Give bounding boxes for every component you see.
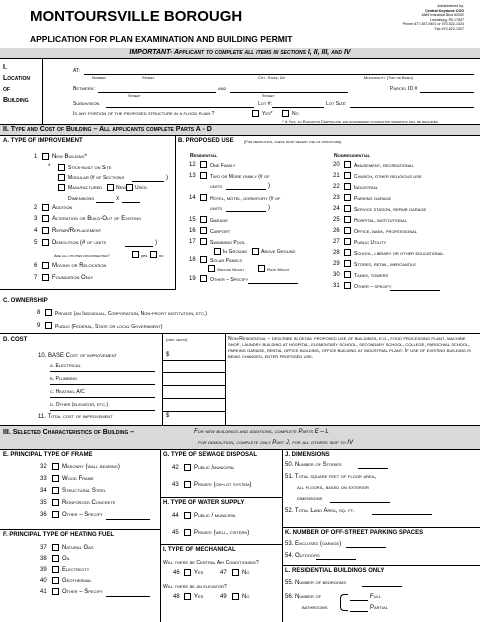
- land-area-field[interactable]: [372, 514, 432, 515]
- item-number: 26: [333, 228, 340, 234]
- above-ground-checkbox[interactable]: [252, 248, 259, 255]
- subdivision-field[interactable]: [106, 107, 254, 108]
- private-water-label: Private (well, cistern): [194, 530, 250, 536]
- close-paren: ): [166, 175, 168, 181]
- bracket: [340, 594, 348, 611]
- private-sewage-checkbox[interactable]: [184, 481, 191, 488]
- part-b-title: B. PROPOSED USE: [178, 138, 234, 144]
- page-title: MONTOURSVILLE BOROUGH: [30, 8, 243, 25]
- units-label: units: [210, 184, 222, 190]
- natural-gas-checkbox[interactable]: [52, 544, 59, 551]
- other-frame-label: Other – Specify: [62, 512, 103, 518]
- section-label-line: Location: [3, 75, 30, 82]
- item-number: 35: [40, 500, 47, 506]
- close-paren: ): [155, 240, 157, 246]
- important-text: IMPORTANT- Applicant to complete all items in sections I, II, III, and IV: [129, 49, 351, 56]
- plumbing-label: b. Plumbing: [50, 376, 78, 382]
- two-family-checkbox[interactable]: [200, 172, 207, 179]
- central-air-no-checkbox[interactable]: [232, 569, 239, 576]
- stick-built-checkbox[interactable]: [58, 164, 65, 171]
- other-fuel-field[interactable]: [106, 596, 150, 597]
- item-number: 23: [333, 195, 340, 201]
- modular-sections-field[interactable]: [132, 181, 164, 182]
- oil-label: Oil: [62, 556, 71, 562]
- private-sewage-label: Private (on-lot system): [194, 482, 252, 488]
- floor-area-label: 51. Total square feet of floor area,: [285, 474, 377, 480]
- other-residential-label: Other – Specify: [210, 277, 249, 283]
- section-3-note-1: For new buildings and additions, complete Parts E – L: [194, 429, 329, 435]
- other-nonresidential-label: Other – specify: [354, 284, 392, 290]
- utilities-yes-checkbox[interactable]: [132, 251, 139, 258]
- outdoor-parking-field[interactable]: [316, 559, 356, 560]
- item-number: 22: [333, 184, 340, 190]
- item-number: 47: [220, 570, 227, 576]
- public-utility-checkbox[interactable]: [344, 238, 351, 245]
- ground-mount-label: Ground Mount: [217, 267, 245, 272]
- utilities-question: Are all utilities disconnected?: [54, 253, 110, 258]
- elevator-no-checkbox[interactable]: [232, 593, 239, 600]
- two-family-units-field[interactable]: [226, 189, 266, 190]
- public-ownership-checkbox[interactable]: [45, 322, 52, 329]
- addition-checkbox[interactable]: [42, 204, 49, 211]
- part-c-title: C. OWNERSHIP: [3, 298, 48, 304]
- item-number: 20: [333, 162, 340, 168]
- item-number: 44: [172, 513, 179, 519]
- electricity-checkbox[interactable]: [52, 566, 59, 573]
- dimension-length-field[interactable]: [122, 202, 140, 203]
- one-family-label: One Family: [210, 163, 236, 169]
- public-water-checkbox[interactable]: [184, 512, 191, 519]
- oil-checkbox[interactable]: [52, 555, 59, 562]
- solar-checkbox[interactable]: [200, 256, 207, 263]
- public-water-label: Public / municipal: [194, 513, 237, 519]
- structural-steel-checkbox[interactable]: [52, 487, 59, 494]
- hotel-checkbox[interactable]: [200, 194, 207, 201]
- other-residential-checkbox[interactable]: [200, 275, 207, 282]
- item-number: 33: [40, 476, 47, 482]
- central-air-no-label: No: [242, 570, 250, 576]
- other-residential-field[interactable]: [248, 283, 298, 284]
- between-street-1-field[interactable]: [98, 92, 216, 93]
- item-number: 25: [333, 217, 340, 223]
- plumbing-field[interactable]: [50, 384, 155, 385]
- heating-label: c. Heating, A/C: [50, 389, 85, 395]
- omit-cents-note: (omit cents): [166, 337, 188, 342]
- manufactured-new-checkbox[interactable]: [107, 184, 114, 191]
- wood-frame-label: Wood Frame: [62, 476, 94, 482]
- manufactured-used-checkbox[interactable]: [126, 184, 133, 191]
- parcel-id-field[interactable]: [420, 92, 474, 93]
- section-number: I.: [3, 64, 7, 71]
- public-ownership-label: Public (Federal, State or local Government): [55, 324, 163, 330]
- manufactured-checkbox[interactable]: [58, 184, 65, 191]
- in-ground-label: In Ground: [223, 249, 248, 255]
- item-number: 24: [333, 206, 340, 212]
- item-number: 30: [333, 272, 340, 278]
- item-number: 31: [333, 283, 340, 289]
- flood-plain-question: Is any portion of the proposed structure in a flood plain ?: [73, 111, 215, 117]
- reinforced-concrete-label: Reinforced Concrete: [62, 500, 116, 506]
- private-ownership-checkbox[interactable]: [45, 309, 52, 316]
- admin-line: Administered by:: [437, 4, 464, 8]
- part-g-title: G. TYPE OF SEWAGE DISPOSAL: [163, 452, 258, 458]
- nonresidential-heading: Nonresidential: [334, 153, 371, 159]
- dimensions-label: Dimensions: [68, 196, 95, 202]
- parking-garage-checkbox[interactable]: [344, 194, 351, 201]
- repair-label: Repair/Replacement: [52, 228, 102, 234]
- between-label: Between:: [73, 86, 95, 92]
- ground-mount-checkbox[interactable]: [208, 265, 215, 272]
- street-caption: Street: [142, 75, 155, 80]
- section-label-line: of: [3, 86, 10, 93]
- dimension-width-field[interactable]: [96, 202, 114, 203]
- total-cost-label: 11. Total cost of improvement: [38, 414, 113, 420]
- full-bath-field[interactable]: [350, 600, 368, 601]
- full-bath-label: Full: [370, 594, 382, 600]
- office-label: Office, bank, professional: [354, 229, 418, 235]
- admin-line: Phone 877-457-9401 or 570-522-1324: [402, 22, 464, 27]
- item-number: 21: [333, 173, 340, 179]
- item-number: 2: [34, 205, 38, 211]
- school-checkbox[interactable]: [344, 249, 351, 256]
- and-label: and: [218, 86, 227, 92]
- public-sewage-checkbox[interactable]: [184, 464, 191, 471]
- private-ownership-label: Private (an Individual, Corporation, Non-profit institution, etc.): [55, 311, 207, 317]
- stores-label: Stores, retail, mercantile: [354, 262, 417, 268]
- part-e-title: E. PRINCIPAL TYPE OF FRAME: [3, 452, 93, 458]
- stores-checkbox[interactable]: [344, 260, 351, 267]
- natural-gas-label: Natural Gas: [62, 545, 94, 551]
- other-frame-field[interactable]: [106, 519, 150, 520]
- in-ground-checkbox[interactable]: [214, 248, 221, 255]
- partial-bath-label: Partial: [370, 605, 388, 611]
- foundation-label: Foundation Only: [52, 275, 94, 281]
- city-caption: City, State, Zip: [258, 75, 286, 80]
- outdoor-parking-label: 54. Outdoors: [285, 553, 320, 559]
- part-f-title: F. PRINCIPAL TYPE OF HEATING FUEL: [3, 532, 115, 538]
- wood-frame-checkbox[interactable]: [52, 475, 59, 482]
- item-number: 5: [34, 240, 38, 246]
- item-number: 41: [40, 589, 47, 595]
- public-sewage-label: Public /municipal: [194, 465, 235, 471]
- garage-label: Garage: [210, 218, 228, 224]
- section-3-note-2: for demolition, complete only Part J, for all others skip to IV: [198, 440, 353, 446]
- modular-checkbox[interactable]: [58, 174, 65, 181]
- bathrooms-label-line: bathrooms: [302, 605, 328, 611]
- item-number: 19: [189, 276, 196, 282]
- dollar-sign: $: [166, 413, 170, 419]
- dimension-x: X: [116, 196, 120, 202]
- central-air-yes-label: Yes: [194, 570, 204, 576]
- section-3-title: III. Selected Characteristics of Building –: [3, 429, 135, 436]
- other-cost-field[interactable]: [50, 410, 155, 411]
- foundation-checkbox[interactable]: [42, 274, 49, 281]
- flood-note: * If Yes, an Elevation Certificate and engineered foundation drawings will be required: [282, 119, 438, 124]
- alteration-checkbox[interactable]: [42, 215, 49, 222]
- part-j-title: J. DIMENSIONS: [285, 452, 330, 458]
- industrial-checkbox[interactable]: [344, 183, 351, 190]
- item-number: 1: [34, 154, 38, 160]
- geothermal-checkbox[interactable]: [52, 577, 59, 584]
- administrator-block: [370, 4, 464, 32]
- geothermal-label: Geothermal: [62, 578, 92, 584]
- bedrooms-label: 55. Number of bedrooms: [285, 580, 347, 586]
- item-number: 15: [189, 217, 196, 223]
- manufactured-label: Manufactured: [68, 185, 103, 191]
- manufactured-new-label: New: [116, 185, 127, 191]
- item-number: 42: [172, 465, 179, 471]
- tanks-checkbox[interactable]: [344, 271, 351, 278]
- dollar-sign: $: [166, 352, 170, 358]
- moving-checkbox[interactable]: [42, 262, 49, 269]
- part-i-title: I. TYPE OF MECHANICAL: [163, 547, 236, 553]
- central-air-question: Will there be Central Air Conditioning?: [163, 560, 259, 566]
- subdivision-label: Subdivision: [73, 101, 100, 107]
- lot-size-field[interactable]: [350, 107, 474, 108]
- heating-field[interactable]: [50, 397, 155, 398]
- industrial-label: Industrial: [354, 185, 379, 191]
- flood-no-label: No: [292, 111, 299, 117]
- item-number: 18: [189, 257, 196, 263]
- service-station-checkbox[interactable]: [344, 205, 351, 212]
- demolition-checkbox[interactable]: [42, 239, 49, 246]
- hospital-label: Hospital, institutional: [354, 218, 407, 224]
- floor-area-field[interactable]: [330, 502, 390, 503]
- item-number: 27: [333, 239, 340, 245]
- repair-checkbox[interactable]: [42, 227, 49, 234]
- close-paren: ): [268, 183, 270, 189]
- alteration-label: Alteration or Build-Out of Existing: [52, 216, 142, 222]
- garage-checkbox[interactable]: [200, 216, 207, 223]
- other-frame-checkbox[interactable]: [52, 511, 59, 518]
- elevator-yes-label: Yes: [194, 594, 204, 600]
- other-cost-label: d. Other (elevator, etc.): [50, 402, 109, 408]
- demolition-label: Demolition (# of units: [52, 240, 107, 246]
- roof-mount-label: Roof Mount: [267, 267, 290, 272]
- part-h-title: H. TYPE OF WATER SUPPLY: [163, 500, 245, 506]
- admin-org: Central Keystone COG: [425, 8, 464, 13]
- roof-mount-checkbox[interactable]: [258, 265, 265, 272]
- street-caption: Street: [128, 93, 141, 98]
- item-number: 36: [40, 512, 47, 518]
- lot-number-label: Lot #:: [258, 101, 272, 107]
- church-checkbox[interactable]: [344, 172, 351, 179]
- electrical-label: a. Electrical: [50, 363, 81, 369]
- parking-garage-label: Parking garage: [354, 196, 392, 202]
- hospital-checkbox[interactable]: [344, 216, 351, 223]
- item-number: 12: [189, 162, 196, 168]
- stories-field[interactable]: [358, 468, 388, 469]
- bathrooms-label: 56. Number of: [285, 594, 322, 600]
- carport-label: Carport: [210, 229, 231, 235]
- part-a-title: A. TYPE OF IMPROVEMENT: [3, 138, 83, 144]
- enclosed-parking-field[interactable]: [346, 547, 386, 548]
- number-caption: Number: [92, 75, 106, 80]
- at-label: AT:: [73, 68, 80, 74]
- residential-heading: Residential: [190, 153, 218, 159]
- office-checkbox[interactable]: [344, 227, 351, 234]
- pool-label: Swimming Pool: [210, 240, 246, 246]
- lot-size-label: Lot Size:: [326, 101, 347, 107]
- hotel-units-field[interactable]: [226, 211, 266, 212]
- item-number: 4: [34, 228, 38, 234]
- above-ground-label: Above Ground: [261, 249, 296, 255]
- item-number: 6: [34, 263, 38, 269]
- between-street-2-field[interactable]: [230, 92, 348, 93]
- private-water-checkbox[interactable]: [184, 529, 191, 536]
- item-number: 3: [34, 216, 38, 222]
- admin-line: Fax 570-522-1327: [434, 26, 464, 31]
- demolition-units-field[interactable]: [125, 246, 153, 247]
- section-1-label: [3, 62, 30, 106]
- street-caption: Street: [262, 93, 275, 98]
- lot-number-field[interactable]: [272, 107, 324, 108]
- item-number: 43: [172, 482, 179, 488]
- pool-checkbox[interactable]: [200, 238, 207, 245]
- item-number: 49: [220, 594, 227, 600]
- enclosed-parking-label: 53. Enclosed (garage): [285, 541, 342, 547]
- item-number: 16: [189, 228, 196, 234]
- new-building-checkbox[interactable]: [42, 153, 49, 160]
- item-number: 17: [189, 239, 196, 245]
- close-paren: ): [268, 205, 270, 211]
- utilities-no-label: no: [159, 253, 164, 258]
- admin-line: 1669 Industrial Blvd #2002: [421, 13, 464, 18]
- bedrooms-field[interactable]: [362, 586, 402, 587]
- tanks-label: Tanks, towers: [354, 273, 389, 279]
- partial-bath-field[interactable]: [350, 611, 368, 612]
- item-number: 46: [173, 570, 180, 576]
- section-label-line: Building: [3, 97, 29, 104]
- item-number: 13: [189, 173, 196, 179]
- new-building-label: New Building*: [52, 154, 88, 160]
- utilities-no-checkbox[interactable]: [150, 251, 157, 258]
- central-air-yes-checkbox[interactable]: [184, 569, 191, 576]
- service-station-label: Service station, repair garage: [354, 207, 427, 213]
- form-subtitle: APPLICATION FOR PLAN EXAMINATION AND BUILDING PERMIT: [30, 34, 293, 44]
- masonry-label: Masonry (wall bearing): [62, 464, 120, 470]
- utilities-yes-label: yes: [141, 253, 148, 258]
- part-b-note: (For demolition, check most recent use of structure): [244, 139, 342, 144]
- flood-yes-label: Yes*: [262, 111, 273, 117]
- municipality-caption: Municipality (Twp or Boro): [364, 75, 413, 80]
- part-l-title: L. RESIDENTIAL BUILDINGS ONLY: [285, 568, 385, 574]
- land-area-label: 52. Total Land Area, sq. ft.: [285, 508, 355, 514]
- moving-label: Moving or Relocation: [52, 263, 107, 269]
- item-number: 9: [37, 323, 41, 329]
- hotel-label: Hotel, motel, dormitory (# of: [210, 196, 281, 202]
- elevator-question: Will there be an elevator?: [163, 584, 227, 590]
- item-number: 7: [34, 275, 38, 281]
- item-number: 14: [189, 195, 196, 201]
- two-family-label: Two or More family (# of: [210, 174, 270, 180]
- elevator-no-label: No: [242, 594, 250, 600]
- asterisk: *: [48, 164, 51, 170]
- one-family-checkbox[interactable]: [200, 161, 207, 168]
- electrical-field[interactable]: [50, 371, 155, 372]
- base-cost-label: 10. BASE Cost of improvement: [38, 353, 117, 359]
- other-nonresidential-field[interactable]: [390, 290, 440, 291]
- item-number: 37: [40, 545, 47, 551]
- public-utility-label: Public Utility: [354, 240, 387, 246]
- stick-built-label: Stick-built on Site: [68, 165, 112, 171]
- flood-no-checkbox[interactable]: [282, 110, 289, 117]
- units-label: units: [210, 206, 222, 212]
- floor-area-label-line: dimensions: [297, 496, 323, 502]
- item-number: 38: [40, 556, 47, 562]
- admin-line: Lewisburg, PA 17837: [430, 17, 464, 22]
- item-number: 8: [37, 310, 41, 316]
- item-number: 45: [172, 530, 179, 536]
- carport-checkbox[interactable]: [200, 227, 207, 234]
- floor-area-label-line: all floors, based on exterior: [297, 485, 369, 491]
- item-number: 32: [40, 464, 47, 470]
- other-fuel-checkbox[interactable]: [52, 588, 59, 595]
- other-fuel-label: Other – Specify: [62, 589, 103, 595]
- item-number: 29: [333, 261, 340, 267]
- solar-label: Solar Panels: [210, 258, 243, 264]
- section-2-title: II. Type and Cost of Building – All applicants complete Parts A - D: [3, 126, 212, 133]
- item-number: 48: [173, 594, 180, 600]
- electricity-label: Electricity: [62, 567, 90, 573]
- modular-label: Modular (# of Sections: [68, 175, 125, 181]
- item-number: 39: [40, 567, 47, 573]
- item-number: 40: [40, 578, 47, 584]
- addition-label: Addition: [52, 205, 73, 211]
- stories-label: 50. Number of Stories: [285, 462, 342, 468]
- nonresidential-description-note: Non-Residential – describe in detail proposed use of buildings, e.g., food processing plant, machine shop, laundry building at hospital, elementary school, secondary school, college, parochial school, parking garage, rental office building, office building at industrial plant. If use of existing building is being changed, enter proposed use.: [228, 336, 471, 360]
- item-number: 34: [40, 488, 47, 494]
- structural-steel-label: Structural Steel: [62, 488, 106, 494]
- flood-yes-checkbox[interactable]: [252, 110, 259, 117]
- manufactured-used-label: Used: [135, 185, 147, 191]
- church-label: Church, other religious use: [354, 174, 422, 180]
- masonry-checkbox[interactable]: [52, 463, 59, 470]
- other-nonresidential-checkbox[interactable]: [344, 282, 351, 289]
- elevator-yes-checkbox[interactable]: [184, 593, 191, 600]
- school-label: School, library or other educational: [354, 251, 444, 257]
- amusement-label: Amusement, recreational: [354, 163, 414, 169]
- part-d-title: D. COST: [3, 337, 28, 343]
- amusement-checkbox[interactable]: [344, 161, 351, 168]
- parcel-label: Parcel ID #: [390, 86, 418, 92]
- item-number: 28: [333, 250, 340, 256]
- reinforced-concrete-checkbox[interactable]: [52, 499, 59, 506]
- part-k-title: K. NUMBER OF OFF-STREET PARKING SPACES: [285, 530, 424, 536]
